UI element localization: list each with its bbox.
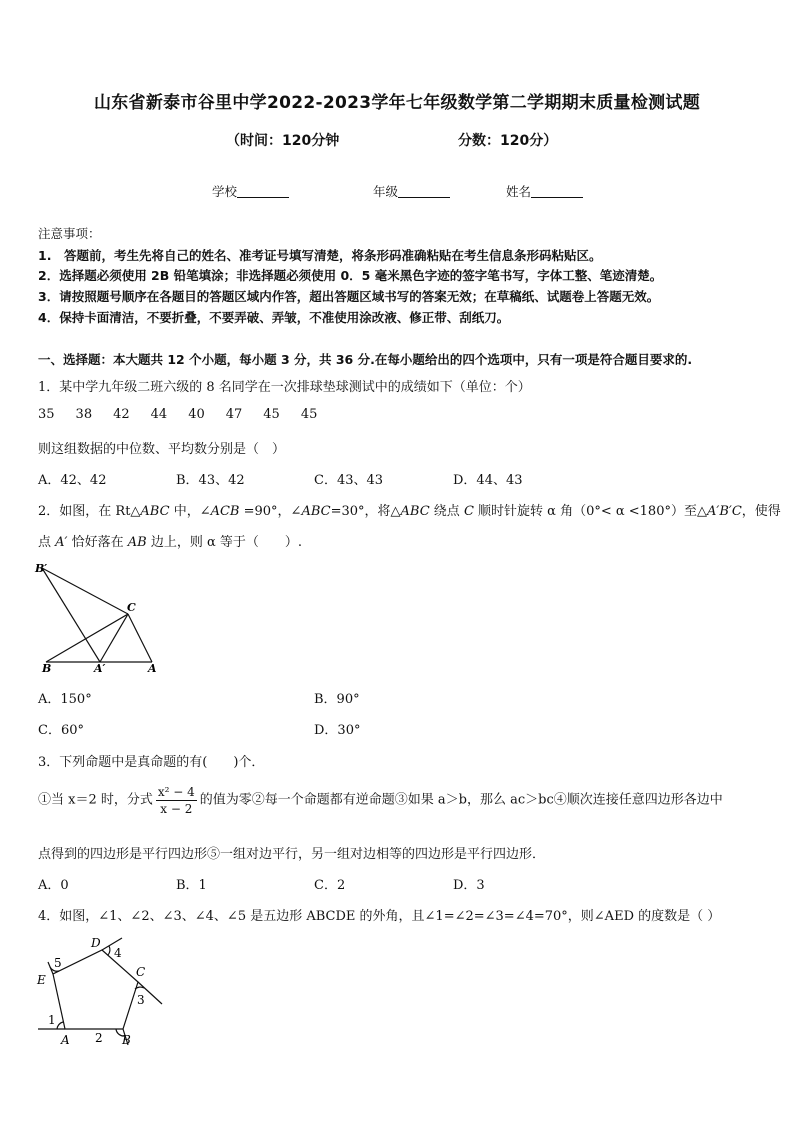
- name-label: 姓名: [506, 184, 532, 199]
- label-angle-2: 2: [95, 1031, 103, 1045]
- note-item: 3．请按照题号顺序在各题目的答题区域内作答，超出答题区域书写的答案无效；在草稿纸、试题卷上答题无效。: [38, 289, 660, 304]
- q1-data-item: 35: [38, 407, 55, 422]
- school-blank[interactable]: [237, 185, 289, 198]
- q1-data-item: 47: [225, 407, 243, 422]
- exam-time: （时间：120分钟: [226, 133, 340, 149]
- q3-option-c[interactable]: C．2: [314, 878, 346, 893]
- exam-score: 分数：120分）: [458, 133, 558, 149]
- page-title: 山东省新泰市谷里中学2022-2023学年七年级数学第二学期期末质量检测试题: [93, 93, 701, 113]
- q2-option-c[interactable]: C．60°: [38, 723, 84, 738]
- label-a: A: [61, 1033, 70, 1047]
- q1-data-item: 44: [150, 407, 168, 422]
- label-d: D: [91, 936, 101, 950]
- segment-b-c: [46, 614, 128, 662]
- segment-bprime-c: [42, 568, 128, 614]
- label-angle-3: 3: [137, 993, 145, 1007]
- q3-option-b[interactable]: B．1: [176, 878, 207, 893]
- grade-field[interactable]: [373, 182, 450, 200]
- angle-arc-4: [108, 946, 110, 955]
- pentagon-abcde: [53, 950, 138, 1029]
- q2-stem-line1: 2．如图，在 Rt△ABC 中，∠ACB =90°，∠ABC=30°，将△ABC 绕点 C 顺时针旋转 α 角（0°< α <180°）至△A′B′C，使得: [38, 504, 781, 519]
- note-item: 4．保持卡面清洁，不要折叠，不要弄破、弄皱，不准使用涂改液、修正带、刮纸刀。: [38, 310, 510, 325]
- q1-option-c[interactable]: C．43、43: [314, 473, 384, 488]
- q3-stem: 3．下列命题中是真命题的有( )个．: [38, 755, 265, 770]
- q1-stem: 1．某中学九年级二班六级的 8 名同学在一次排球垫球测试中的成绩如下（单位：个）: [38, 380, 531, 395]
- label-angle-4: 4: [114, 946, 122, 960]
- label-c: C: [136, 965, 146, 979]
- q1-data-item: 42: [113, 407, 130, 422]
- label-bprime: B′: [35, 562, 48, 575]
- segment-aprime-c: [100, 614, 128, 662]
- label-a: A: [148, 662, 157, 675]
- q3-option-a[interactable]: A．0: [38, 878, 69, 893]
- q1-option-a[interactable]: A．42、42: [38, 473, 107, 488]
- note-item: 2．选择题必须使用 2B 铅笔填涂；非选择题必须使用 0．5 毫米黑色字迹的签字笔书写，字体工整、笔迹清楚。: [38, 268, 663, 283]
- label-angle-1: 1: [48, 1013, 56, 1027]
- school-label: 学校: [212, 184, 238, 199]
- angle-arc-1: [57, 1022, 63, 1029]
- notes-heading: 注意事项：: [38, 226, 101, 241]
- q1-data-item: 38: [75, 407, 93, 422]
- q4-pentagon-figure: [30, 932, 175, 1050]
- q2-rotation-figure: [30, 560, 170, 675]
- q3-statement-line1: ①当 x＝2 时，分式 $\frac{\text{x² − 4}}{x - 2}$ 的值为零②每一个命题都有逆命题③如果 a＞b，那么 ac＞bc④顺次连接任意四边形各边中: [38, 785, 723, 816]
- label-b: B: [42, 662, 52, 675]
- label-aprime: A′: [94, 662, 106, 675]
- q4-stem: 4．如图，∠1、∠2、∠3、∠4、∠5 是五边形 ABCDE 的外角，且∠1=∠2=∠3=∠4=70°，则∠AED 的度数是（ ）: [38, 909, 721, 924]
- q1-data-list: [38, 407, 338, 422]
- q2-stem-line2: 点 A′ 恰好落在 AB 边上，则 α 等于（ ）.: [38, 535, 303, 550]
- segment-c-a: [128, 614, 152, 662]
- label-e: E: [37, 973, 46, 987]
- label-b: B: [122, 1033, 131, 1047]
- label-c: C: [127, 601, 136, 614]
- label-angle-5: 5: [54, 956, 62, 970]
- q3-statement-line2: 点得到的四边形是平行四边形⑤一组对边平行，另一组对边相等的四边形是平行四边形．: [38, 847, 546, 862]
- note-item: 1. 答题前，考生先将自己的姓名、准考证号填写清楚，将条形码准确粘贴在考生信息条形码粘贴区。: [38, 248, 602, 263]
- q2-option-b[interactable]: B．90°: [314, 692, 360, 707]
- grade-label: 年级: [373, 184, 399, 199]
- q1-data-item: 40: [188, 407, 205, 422]
- q1-option-d[interactable]: D．44、43: [453, 473, 523, 488]
- name-blank[interactable]: [531, 185, 583, 198]
- q3-option-d[interactable]: D．3: [453, 878, 485, 893]
- name-field[interactable]: [506, 182, 583, 200]
- q1-option-b[interactable]: B．43、42: [176, 473, 245, 488]
- q1-data-item: 45: [263, 407, 280, 422]
- q1-question: 则这组数据的中位数、平均数分别是（ ）: [38, 442, 286, 457]
- angle-arc-3: [135, 987, 144, 989]
- fraction: $\frac{\text{x² − 4}}{x - 2}$: [157, 785, 195, 816]
- q1-data-item: 45: [300, 407, 318, 422]
- section-heading: 一、选择题：本大题共 12 个小题，每小题 3 分，共 36 分.在每小题给出的四个选项中，只有一项是符合题目要求的.: [38, 352, 693, 367]
- q2-option-a[interactable]: A．150°: [38, 692, 92, 707]
- school-field[interactable]: [212, 182, 289, 200]
- q2-option-d[interactable]: D．30°: [314, 723, 361, 738]
- grade-blank[interactable]: [398, 185, 450, 198]
